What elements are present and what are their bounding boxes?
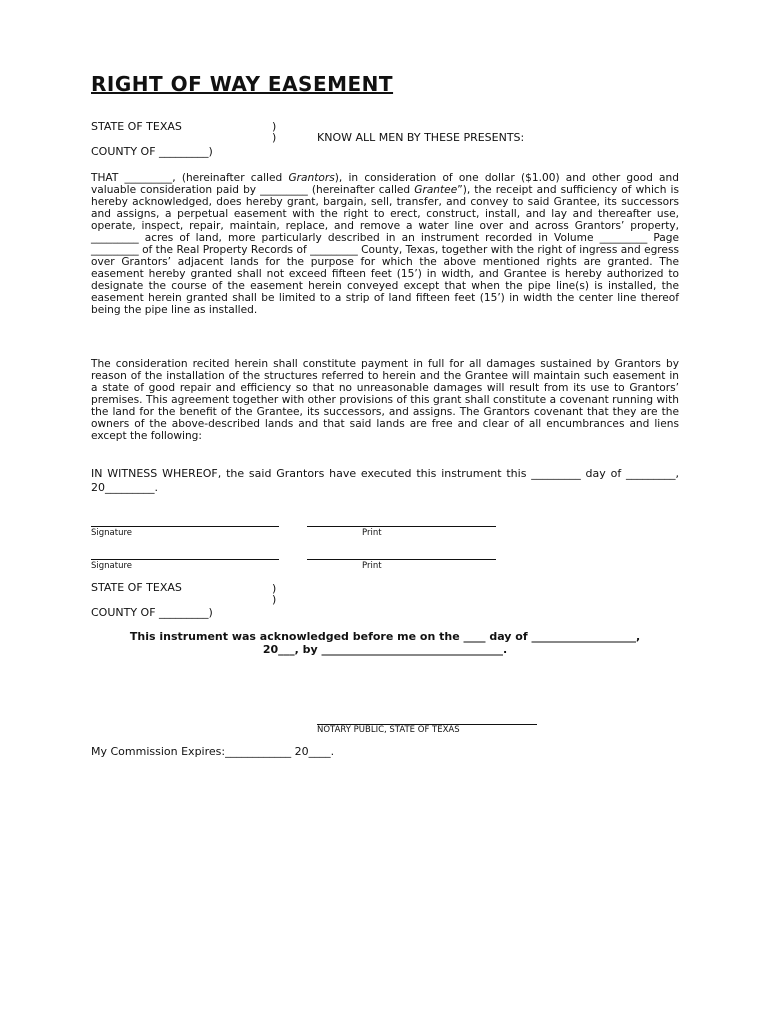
acknowledgment-line-2: 20___, by _________________________________. xyxy=(262,642,508,656)
venue2-paren-2: ) xyxy=(272,593,277,606)
venue2-state: STATE OF TEXAS xyxy=(91,581,182,594)
signature-label-2: Signature xyxy=(91,561,133,571)
grant-text-c: ”), the receipt and sufficiency of which is hereby acknowledged, does hereby grant, bargain, sell, transfer, and convey to said Grantee, its successors and assigns, a perpetual easement with the right to erect, construct, install, and lay and thereafter use, operate, inspect, repair, maintain, replace, and remove a water line over and across Grantors’ property, _________ acres of land, more particularly described in an instrument recorded in Volume _________ Page _________ of the Real Property Records of _________ County, Texas, together with the right of ingress and egress over Grantors’ adjacent lands for the purpose for which the above mentioned rights are granted. The easement hereby granted shall not exceed fifteen feet (15’) in width, and Grantee is hereby authorized to designate the course of the easement herein conveyed except that when the pipe line(s) is installed, the easement herein granted shall be limited to a strip of land fifteen feet (15’) in width the center line thereof being the pipe line as installed. xyxy=(91,184,679,316)
witness-text: IN WITNESS WHEREOF, the said Grantors have executed this instrument this _________ day of _________, 20_________. xyxy=(91,467,679,494)
venue-paren-1: ) xyxy=(272,120,277,133)
venue-county: COUNTY OF _________) xyxy=(91,145,213,158)
print-line-1 xyxy=(307,526,496,527)
witness-paragraph xyxy=(91,467,679,495)
grantee-term: Grantee xyxy=(414,184,458,196)
grant-text-a: THAT _________, (hereinafter called xyxy=(91,172,289,184)
consideration-text: The consideration recited herein shall constitute payment in full for all damages sustained by Grantors by reason of the installation of the structures referred to herein and the Grantee will maintain such easement in a state of good repair and efficiency so that no unreasonable damages will result from its use to Grantors’ premises. This agreement together with other provisions of this grant shall constitute a covenant running with the land for the benefit of the Grantee, its successors, and assigns. The Grantors covenant that they are the owners of the above-described lands and that said lands are free and clear of all encumbrances and liens except the following: xyxy=(91,358,679,442)
know-all-men: KNOW ALL MEN BY THESE PRESENTS: xyxy=(317,131,525,144)
acknowledgment-line-1: This instrument was acknowledged before me on the ____ day of ___________________, xyxy=(129,630,641,643)
signature-line-2 xyxy=(91,559,279,560)
venue-paren-2: ) xyxy=(272,131,277,144)
acknowledgment xyxy=(91,631,679,656)
document-title: RIGHT OF WAY EASEMENT xyxy=(91,72,394,96)
notary-label: NOTARY PUBLIC, STATE OF TEXAS xyxy=(317,725,460,735)
grant-paragraph xyxy=(91,172,679,316)
commission-expires: My Commission Expires:____________ 20____. xyxy=(91,745,335,758)
venue2-paren-1: ) xyxy=(272,582,277,595)
signature-label-1: Signature xyxy=(91,528,133,538)
grant-text-b: ), in consideration of one dollar ($1.00) and other good and valuable consideration paid by _________ (hereinafter called xyxy=(91,172,679,196)
consideration-paragraph xyxy=(91,358,679,442)
venue-state: STATE OF TEXAS xyxy=(91,120,182,133)
print-line-2 xyxy=(307,559,496,560)
print-label-2: Print xyxy=(362,561,382,571)
signature-line-1 xyxy=(91,526,279,527)
print-label-1: Print xyxy=(362,528,382,538)
venue2-county: COUNTY OF _________) xyxy=(91,606,213,619)
grantors-term: Grantors xyxy=(288,172,335,184)
